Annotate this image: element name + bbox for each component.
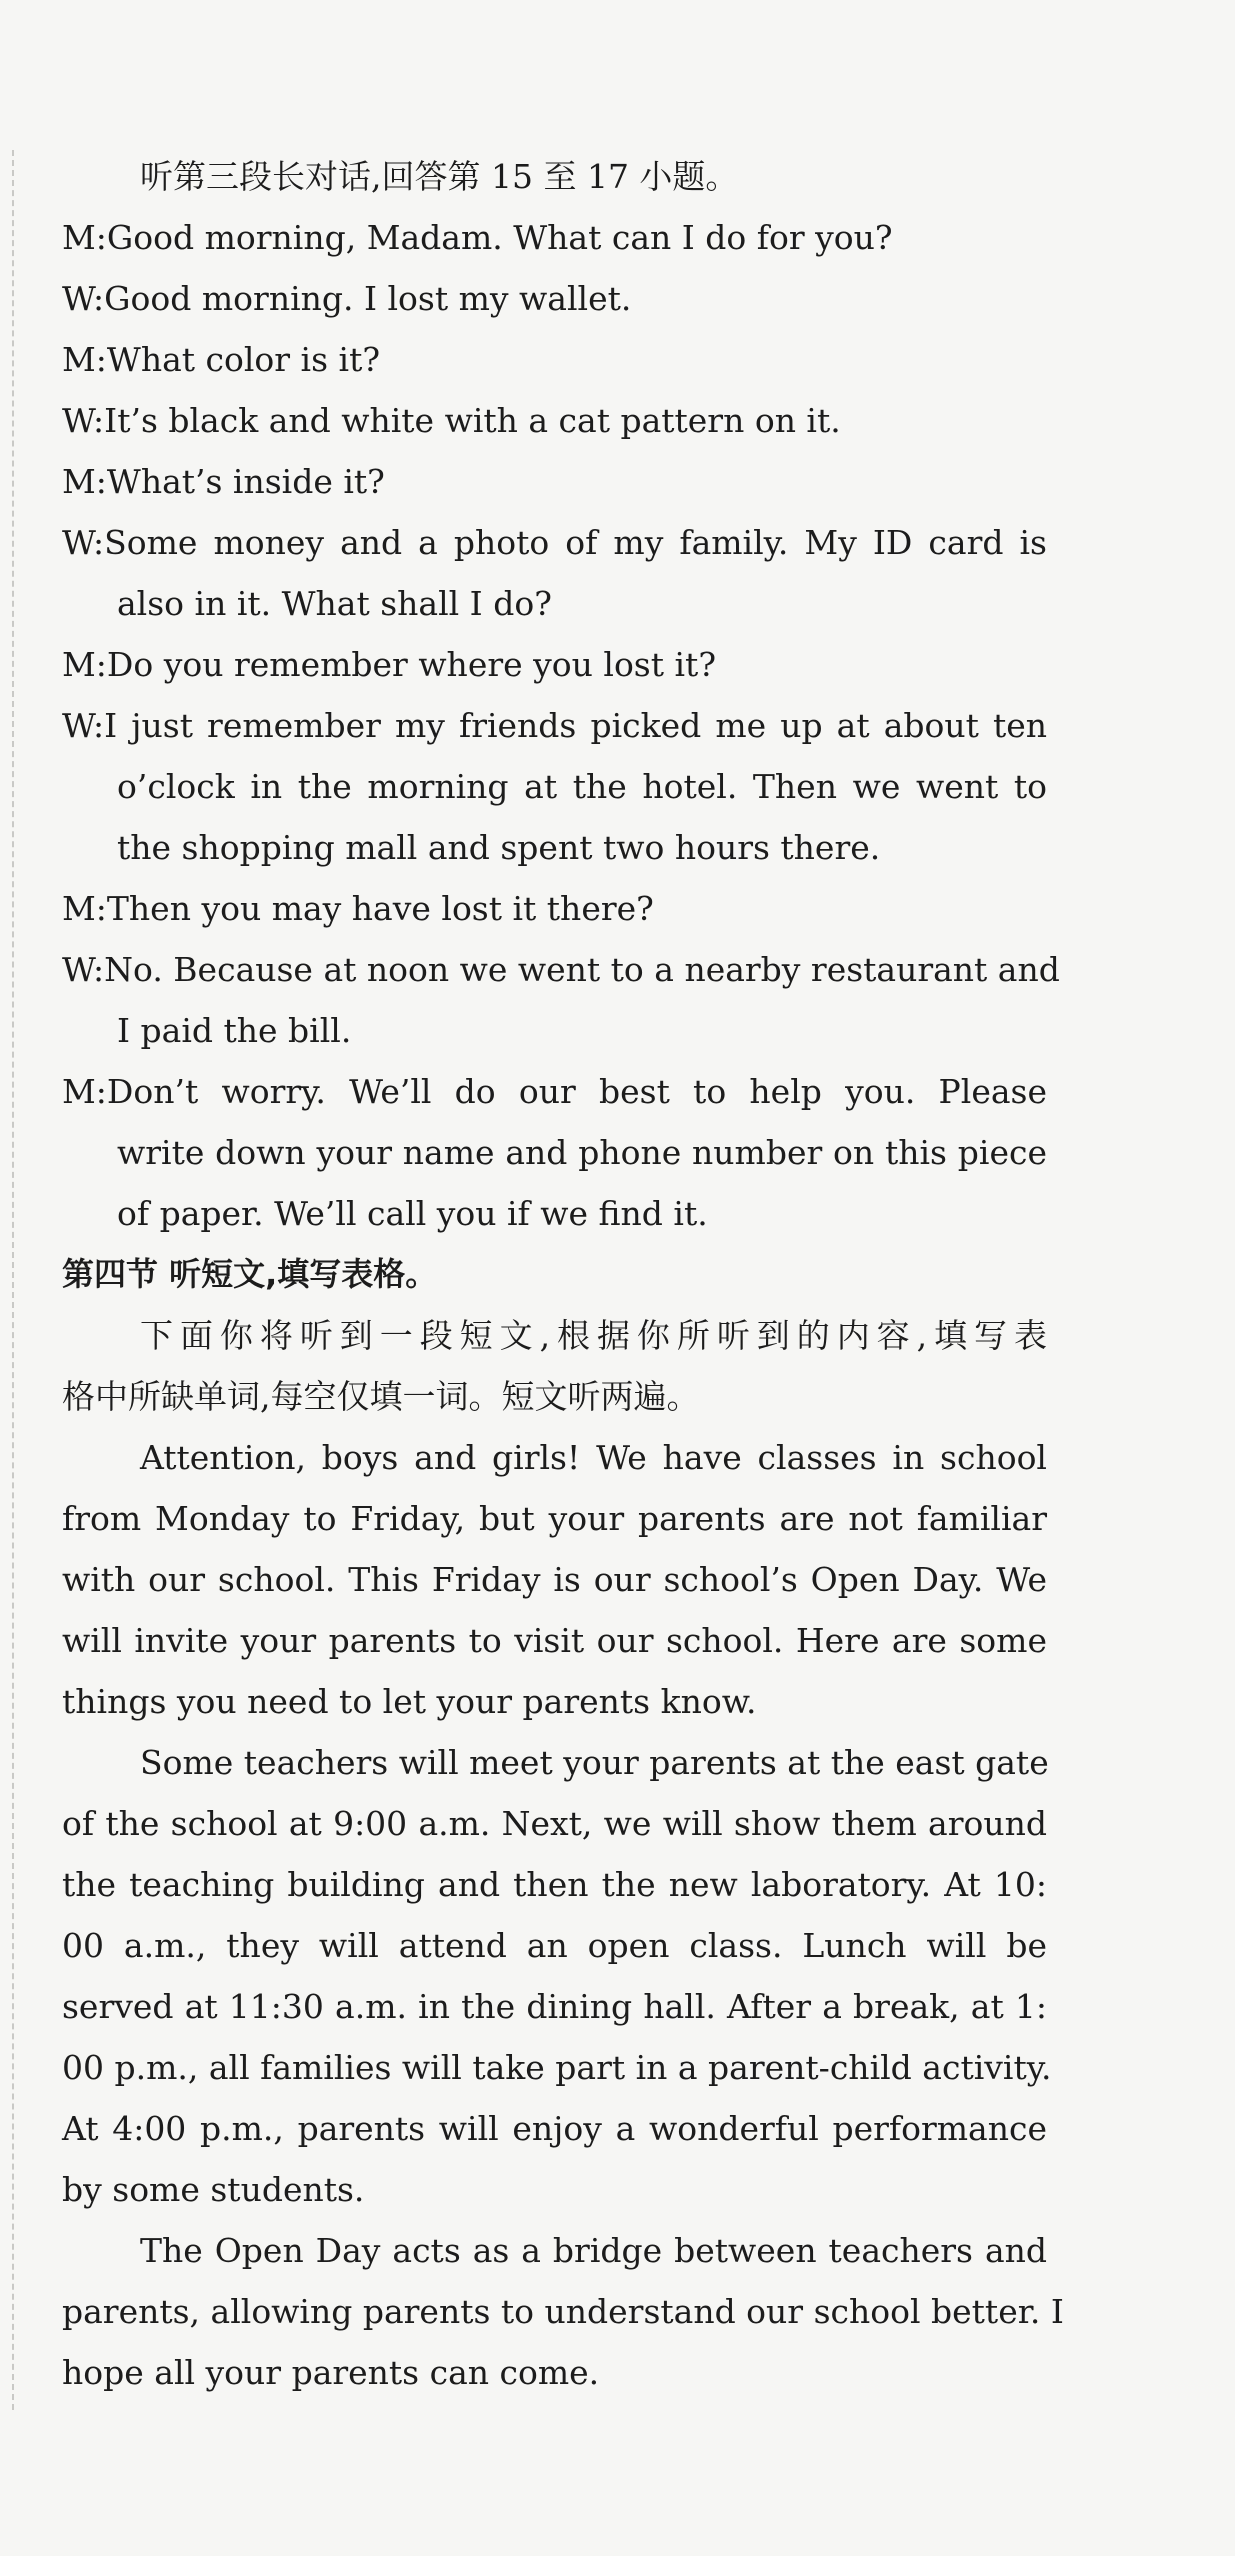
passage-line: things you need to let your parents know. bbox=[62, 1682, 757, 1721]
passage-line: At 4:00 p.m., parents will enjoy a wonderful performance bbox=[62, 2109, 1047, 2148]
passage-line: Some teachers will meet your parents at the east gate bbox=[140, 1743, 1049, 1782]
dialogue-line: W:It’s black and white with a cat pattern on it. bbox=[62, 401, 841, 440]
passage-line: by some students. bbox=[62, 2170, 365, 2209]
dialogue-line: o’clock in the morning at the hotel. Then we went to bbox=[117, 767, 1047, 806]
dialogue-line: M:Don’t worry. We’ll do our best to help you. Please bbox=[62, 1072, 1047, 1111]
dialogue-line: the shopping mall and spent two hours there. bbox=[117, 828, 881, 867]
dialogue-line: W:Good morning. I lost my wallet. bbox=[62, 279, 632, 318]
dialogue-line: M:Good morning, Madam. What can I do for you? bbox=[62, 218, 893, 257]
passage-line: the teaching building and then the new laboratory. At 10: bbox=[62, 1865, 1047, 1904]
passage-line: Attention, boys and girls! We have classes in school bbox=[140, 1438, 1047, 1477]
dialogue-line: M:Do you remember where you lost it? bbox=[62, 645, 717, 684]
passage-line: hope all your parents can come. bbox=[62, 2353, 600, 2392]
page-content bbox=[62, 146, 1064, 2403]
dialogue-line: W:Some money and a photo of my family. My ID card is bbox=[62, 523, 1047, 562]
passage-line: with our school. This Friday is our school’s Open Day. We bbox=[62, 1560, 1047, 1599]
passage-line: 00 a.m., they will attend an open class. Lunch will be bbox=[62, 1926, 1047, 1965]
passage-line: parents, allowing parents to understand our school better. I bbox=[62, 2292, 1064, 2331]
passage-line: from Monday to Friday, but your parents are not familiar bbox=[62, 1499, 1047, 1538]
dialogue-line: M:Then you may have lost it there? bbox=[62, 889, 654, 928]
section3-intro: 听第三段长对话,回答第 15 至 17 小题。 bbox=[140, 157, 739, 196]
dialogue-line: M:What’s inside it? bbox=[62, 462, 385, 501]
binding-cut-line bbox=[12, 150, 14, 2410]
dialogue-line: write down your name and phone number on this piece bbox=[117, 1133, 1047, 1172]
dialogue-line: W:No. Because at noon we went to a nearby restaurant and bbox=[62, 950, 1060, 989]
dialogue-line: I paid the bill. bbox=[117, 1011, 352, 1050]
section4-instruction: 下面你将听到一段短文,根据你所听到的内容,填写表 bbox=[140, 1316, 1047, 1355]
passage-line: 00 p.m., all families will take part in a parent-child activity. bbox=[62, 2048, 1052, 2087]
dialogue-line: also in it. What shall I do? bbox=[117, 584, 552, 623]
passage-line: of the school at 9:00 a.m. Next, we will show them around bbox=[62, 1804, 1047, 1843]
section4-title: 第四节 听短文,填写表格。 bbox=[62, 1255, 438, 1293]
section4-instruction: 格中所缺单词,每空仅填一词。短文听两遍。 bbox=[62, 1377, 700, 1416]
dialogue-line: W:I just remember my friends picked me up at about ten bbox=[62, 706, 1047, 745]
dialogue-line: M:What color is it? bbox=[62, 340, 381, 379]
passage-line: will invite your parents to visit our school. Here are some bbox=[62, 1621, 1047, 1660]
passage-line: served at 11:30 a.m. in the dining hall. After a break, at 1: bbox=[62, 1987, 1047, 2026]
passage-line: The Open Day acts as a bridge between teachers and bbox=[140, 2231, 1047, 2270]
dialogue-line: of paper. We’ll call you if we find it. bbox=[117, 1194, 708, 1233]
